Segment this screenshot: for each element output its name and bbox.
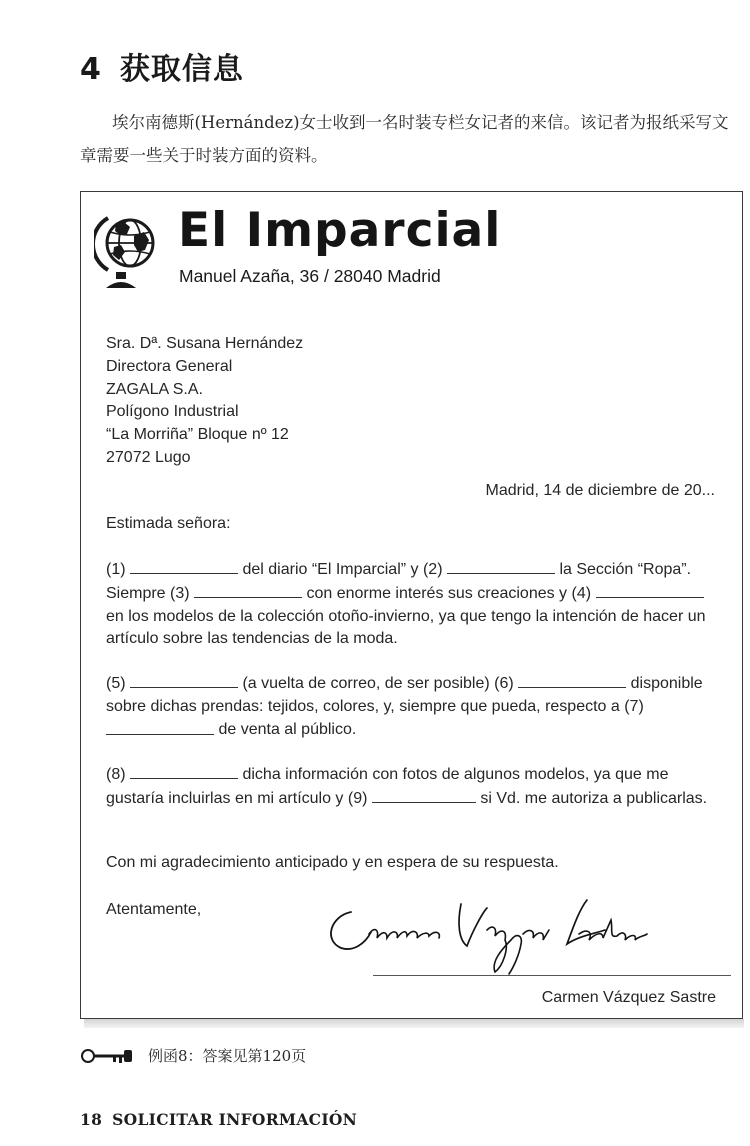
paragraph-text: dicha información con fotos de algunos modelos, ya que me gustaría incluirlas en mi artículo y (9) xyxy=(106,766,669,807)
answer-blank xyxy=(372,787,476,803)
paragraph-2 xyxy=(106,672,718,742)
chapter-title: SOLICITAR INFORMACIÓN xyxy=(112,1110,358,1129)
key-icon xyxy=(80,1046,134,1066)
recipient-line: Polígono Industrial xyxy=(106,403,239,421)
section-number: 4 xyxy=(80,52,102,87)
paragraph-text: (5) xyxy=(106,675,126,693)
paragraph-4: Con mi agradecimiento anticipado y en espera de su respuesta. xyxy=(106,854,559,871)
paragraph-text: de venta al público. xyxy=(218,721,357,739)
answer-blank xyxy=(106,718,214,734)
answer-blank xyxy=(130,672,238,688)
globe-icon xyxy=(94,208,160,290)
scan-shadow xyxy=(84,1019,744,1028)
paragraph-text: disponible sobre dichas prendas: tejidos, colores, y, siempre que pueda, respecto a (7) xyxy=(106,675,703,715)
closing: Atentamente, xyxy=(106,901,202,918)
newspaper-address: Manuel Azaña, 36 / 28040 Madrid xyxy=(179,266,441,286)
letter-date: Madrid, 14 de diciembre de 20... xyxy=(485,482,715,499)
recipient-line: “La Morriña” Bloque nº 12 xyxy=(106,426,289,444)
answer-blank xyxy=(194,582,302,598)
answer-blank xyxy=(518,672,626,688)
newspaper-name: El Imparcial xyxy=(178,203,502,258)
recipient-address xyxy=(106,333,303,470)
recipient-line: ZAGALA S.A. xyxy=(106,380,203,398)
answer-blank xyxy=(447,558,555,574)
paragraph-text: con enorme interés sus creaciones y (4) xyxy=(306,584,592,602)
answer-reference xyxy=(80,1045,306,1066)
signature-line xyxy=(373,975,731,976)
page-footer xyxy=(80,1110,357,1129)
section-heading: 获取信息 xyxy=(119,52,244,87)
paragraph-3 xyxy=(106,763,718,811)
paragraph-text: del diario “El Imparcial” y (2) xyxy=(242,561,443,579)
signer-name: Carmen Vázquez Sastre xyxy=(541,989,716,1006)
recipient-line: Sra. Dª. Susana Hernández xyxy=(106,335,304,352)
page-number: 18 xyxy=(80,1110,103,1129)
paragraph-text: en los modelos de la colección otoño-invierno, ya que tengo la intención de hacer un artículo sobre las tendencias de la moda. xyxy=(106,607,706,648)
letter-frame xyxy=(80,191,743,1019)
paragraph-text: (1) xyxy=(106,561,126,579)
handwritten-signature xyxy=(317,890,687,980)
recipient-line: Directora General xyxy=(106,357,233,375)
paragraph-text: (8) xyxy=(106,766,126,784)
paragraph-text: si Vd. me autoriza a publicarlas. xyxy=(480,789,708,807)
answer-blank xyxy=(596,582,704,598)
paragraph-text: (a vuelta de correo, de ser posible) (6) xyxy=(242,675,514,693)
answer-blank xyxy=(130,558,238,574)
answer-blank xyxy=(130,763,238,779)
intro-paragraph: 埃尔南德斯(Hernández)女士收到一名时装专栏女记者的来信。该记者为报纸采写文章需要一些关于时装方面的资料。 xyxy=(80,113,729,165)
paragraph-text: la Sección “Ropa”. Siempre (3) xyxy=(106,561,692,602)
recipient-line: 27072 Lugo xyxy=(106,448,191,466)
answer-note: 例函8：答案见第120页 xyxy=(148,1047,307,1065)
paragraph-1 xyxy=(106,558,718,651)
section-title xyxy=(80,44,244,88)
greeting: Estimada señora: xyxy=(106,515,231,532)
